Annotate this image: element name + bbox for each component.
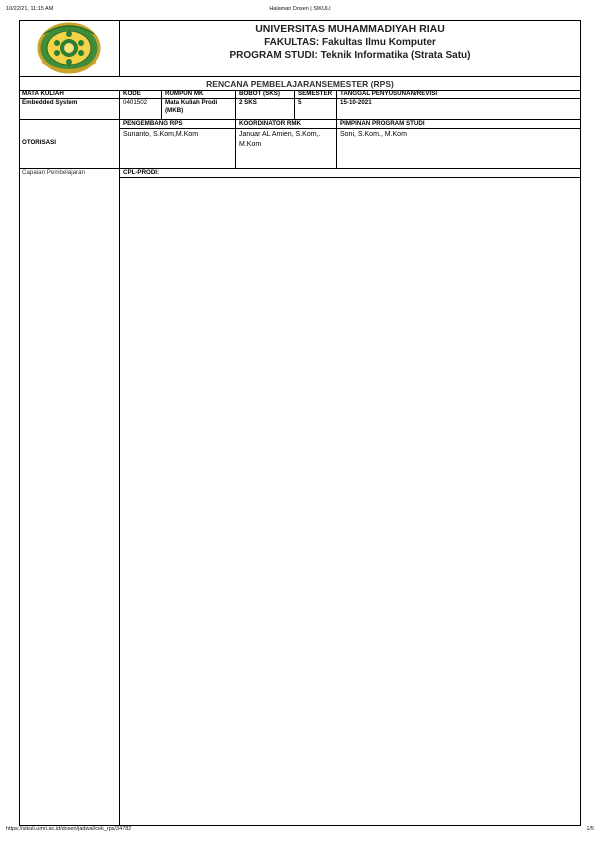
rps-document xyxy=(19,20,581,826)
col-kode: KODE xyxy=(123,90,141,97)
value-semester: 5 xyxy=(298,99,302,106)
faculty-name: FAKULTAS: Fakultas Ilmu Komputer xyxy=(264,37,436,48)
value-kode: 0401502 xyxy=(123,99,148,106)
col-tanggal: TANGGAL PENYUSUNAN/REVISI xyxy=(340,90,438,97)
koordinator-name: Januar AL Amien, S.Kom,. M.Kom xyxy=(239,131,321,148)
value-bobot: 2 SKS xyxy=(239,99,257,106)
university-logo xyxy=(34,22,104,74)
university-logo-cell xyxy=(19,20,119,76)
value-mata-kuliah: Embedded System xyxy=(22,99,78,106)
header-titles xyxy=(119,20,581,76)
print-datetime: 10/22/21, 11:15 AM xyxy=(6,6,54,12)
print-page-number: 1/5 xyxy=(586,826,594,832)
pimpinan-label: PIMPINAN PROGRAM STUDI xyxy=(340,120,425,127)
university-name: UNIVERSITAS MUHAMMADIYAH RIAU xyxy=(255,23,445,35)
pimpinan-name: Soni, S.Kom., M.Kom xyxy=(340,131,407,138)
cpl-prodi-label: CPL-PRODI: xyxy=(123,169,160,176)
col-semester: SEMESTER xyxy=(298,90,333,97)
print-url: https://sikuli.umri.ac.id/dosen/jadwal/cek_rps/34782 xyxy=(6,826,132,832)
browser-print-header xyxy=(6,6,594,16)
col-bobot: BOBOT (SKS) xyxy=(239,90,280,97)
value-rumpun: Mata Kuliah Prodi (MKB) xyxy=(165,99,218,114)
program-name: PROGRAM STUDI: Teknik Informatika (Strata Satu) xyxy=(229,50,471,61)
value-tanggal: 15-10-2021 xyxy=(340,99,372,106)
otorisasi-label: OTORISASI xyxy=(22,139,56,146)
col-mata-kuliah: MATA KULIAH xyxy=(22,90,64,97)
pengembang-name: Sunanto, S.Kom,M.Kom xyxy=(123,131,199,138)
rps-title: RENCANA PEMBELAJARANSEMESTER (RPS) xyxy=(206,79,394,89)
koordinator-label: KOORDINATOR RMK xyxy=(239,120,301,127)
col-rumpun: RUMPUN MK xyxy=(165,90,204,97)
capaian-label: Capaian Pembelajaran xyxy=(22,169,85,176)
print-page-title: Halaman Dosen | SIKULI xyxy=(269,6,331,12)
pengembang-label: PENGEMBANG RPS xyxy=(123,120,183,127)
browser-print-footer xyxy=(6,826,594,836)
